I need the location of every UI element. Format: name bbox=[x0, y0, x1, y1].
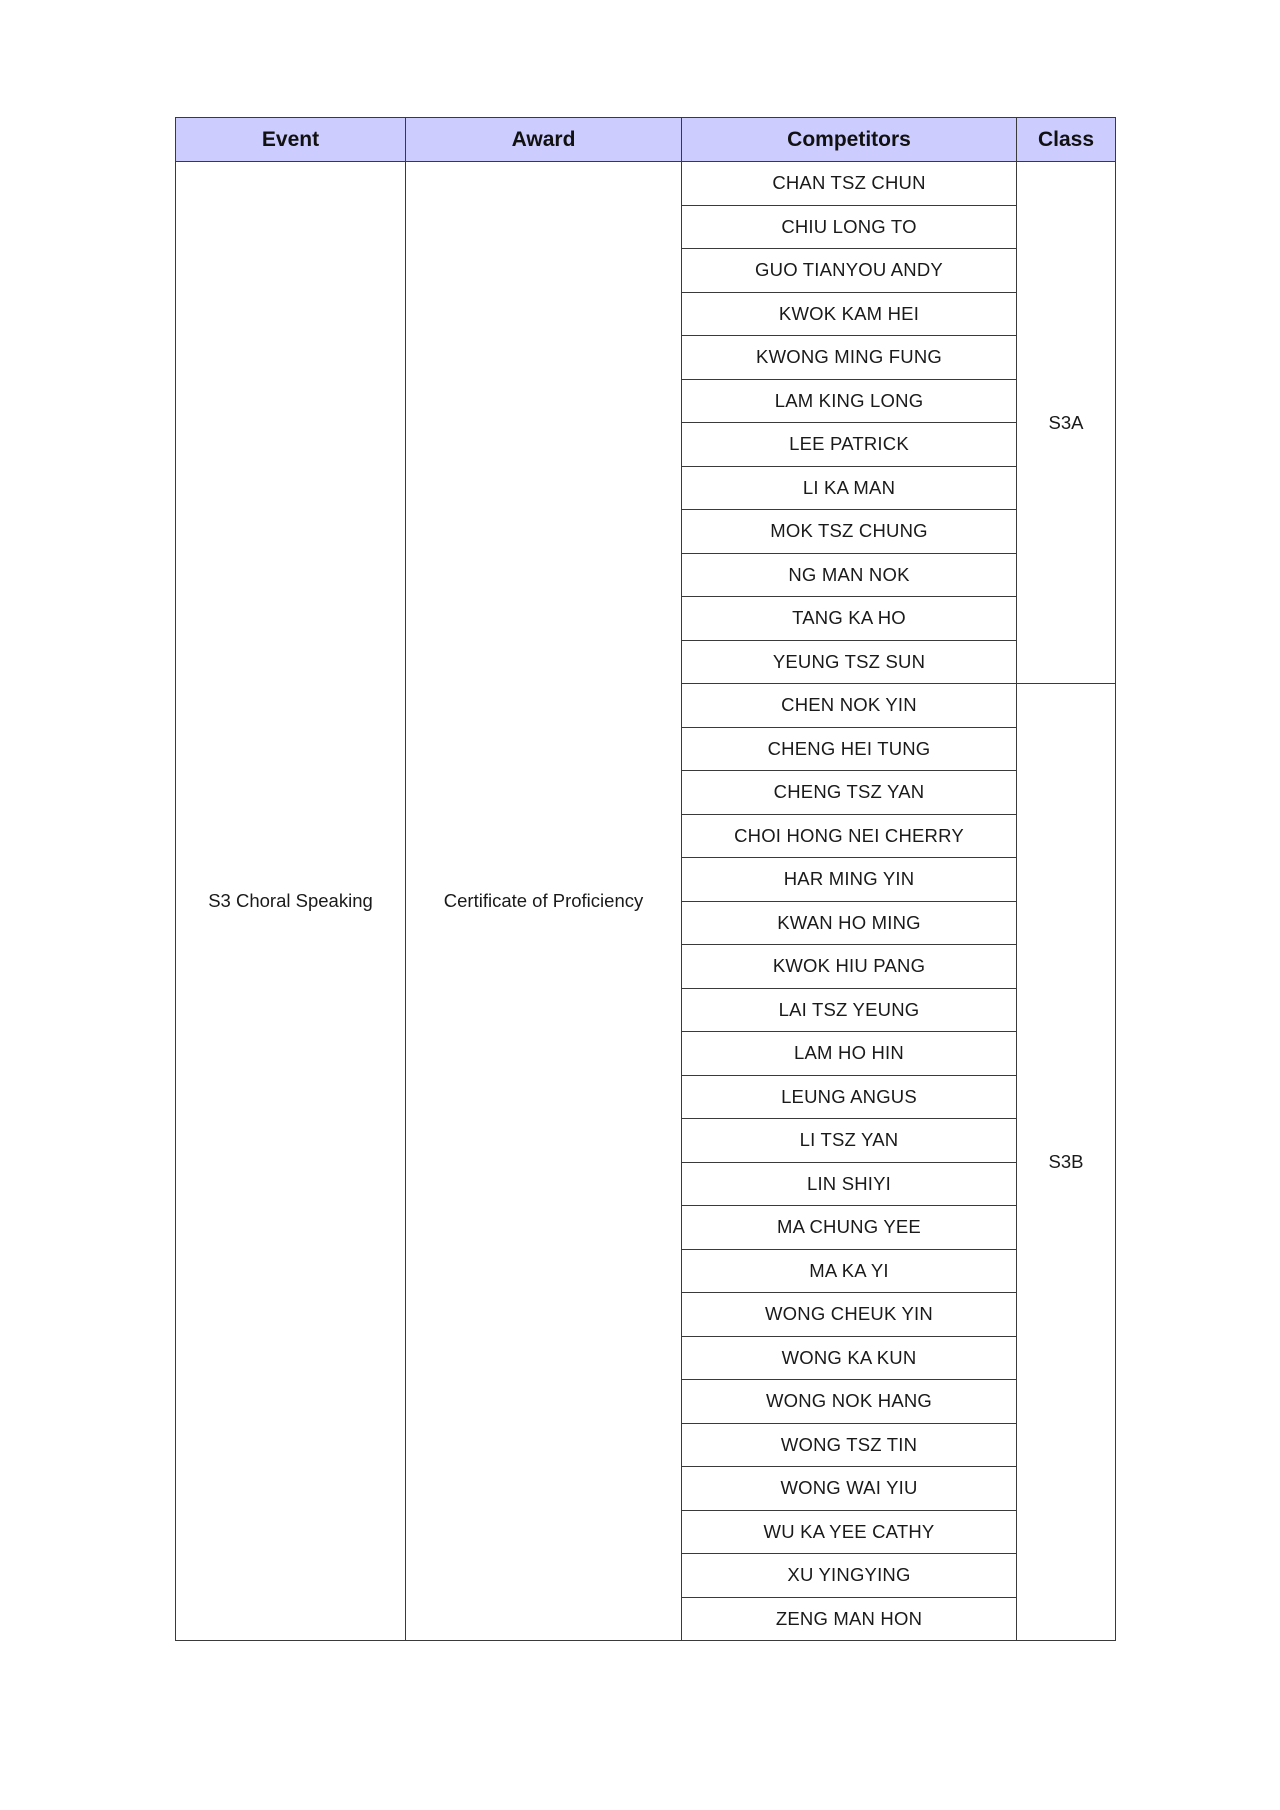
competitor-name: LIN SHIYI bbox=[682, 1162, 1017, 1206]
header-event: Event bbox=[176, 118, 406, 162]
table-body bbox=[176, 162, 1116, 1641]
competitor-name: WONG TSZ TIN bbox=[682, 1423, 1017, 1467]
competitor-name: WU KA YEE CATHY bbox=[682, 1510, 1017, 1554]
competitor-name: LAM HO HIN bbox=[682, 1032, 1017, 1076]
competitor-name: KWONG MING FUNG bbox=[682, 336, 1017, 380]
competitor-name: CHENG HEI TUNG bbox=[682, 727, 1017, 771]
competitor-name: CHOI HONG NEI CHERRY bbox=[682, 814, 1017, 858]
competitor-name: LAI TSZ YEUNG bbox=[682, 988, 1017, 1032]
competitor-name: LI KA MAN bbox=[682, 466, 1017, 510]
competitor-name: MOK TSZ CHUNG bbox=[682, 510, 1017, 554]
header-award: Award bbox=[406, 118, 682, 162]
header-row bbox=[176, 118, 1116, 162]
results-table bbox=[175, 117, 1116, 1641]
competitor-name: WONG CHEUK YIN bbox=[682, 1293, 1017, 1337]
competitor-name: CHEN NOK YIN bbox=[682, 684, 1017, 728]
class-cell: S3A bbox=[1017, 162, 1116, 684]
competitor-name: LI TSZ YAN bbox=[682, 1119, 1017, 1163]
competitor-name: CHAN TSZ CHUN bbox=[682, 162, 1017, 206]
competitor-name: ZENG MAN HON bbox=[682, 1597, 1017, 1641]
competitor-name: HAR MING YIN bbox=[682, 858, 1017, 902]
competitor-name: WONG WAI YIU bbox=[682, 1467, 1017, 1511]
class-cell: S3B bbox=[1017, 684, 1116, 1641]
table-row bbox=[176, 162, 1116, 206]
competitor-name: LEUNG ANGUS bbox=[682, 1075, 1017, 1119]
award-cell: Certificate of Proficiency bbox=[406, 162, 682, 1641]
competitor-name: CHENG TSZ YAN bbox=[682, 771, 1017, 815]
competitor-name: WONG KA KUN bbox=[682, 1336, 1017, 1380]
competitor-name: GUO TIANYOU ANDY bbox=[682, 249, 1017, 293]
header-competitors: Competitors bbox=[682, 118, 1017, 162]
competitor-name: MA CHUNG YEE bbox=[682, 1206, 1017, 1250]
competitor-name: XU YINGYING bbox=[682, 1554, 1017, 1598]
header-class: Class bbox=[1017, 118, 1116, 162]
competitor-name: KWOK KAM HEI bbox=[682, 292, 1017, 336]
competitor-name: LAM KING LONG bbox=[682, 379, 1017, 423]
competitor-name: TANG KA HO bbox=[682, 597, 1017, 641]
competitor-name: CHIU LONG TO bbox=[682, 205, 1017, 249]
competitor-name: NG MAN NOK bbox=[682, 553, 1017, 597]
competitor-name: KWAN HO MING bbox=[682, 901, 1017, 945]
competitor-name: MA KA YI bbox=[682, 1249, 1017, 1293]
competitor-name: YEUNG TSZ SUN bbox=[682, 640, 1017, 684]
event-cell: S3 Choral Speaking bbox=[176, 162, 406, 1641]
competitor-name: WONG NOK HANG bbox=[682, 1380, 1017, 1424]
competitor-name: KWOK HIU PANG bbox=[682, 945, 1017, 989]
competitor-name: LEE PATRICK bbox=[682, 423, 1017, 467]
